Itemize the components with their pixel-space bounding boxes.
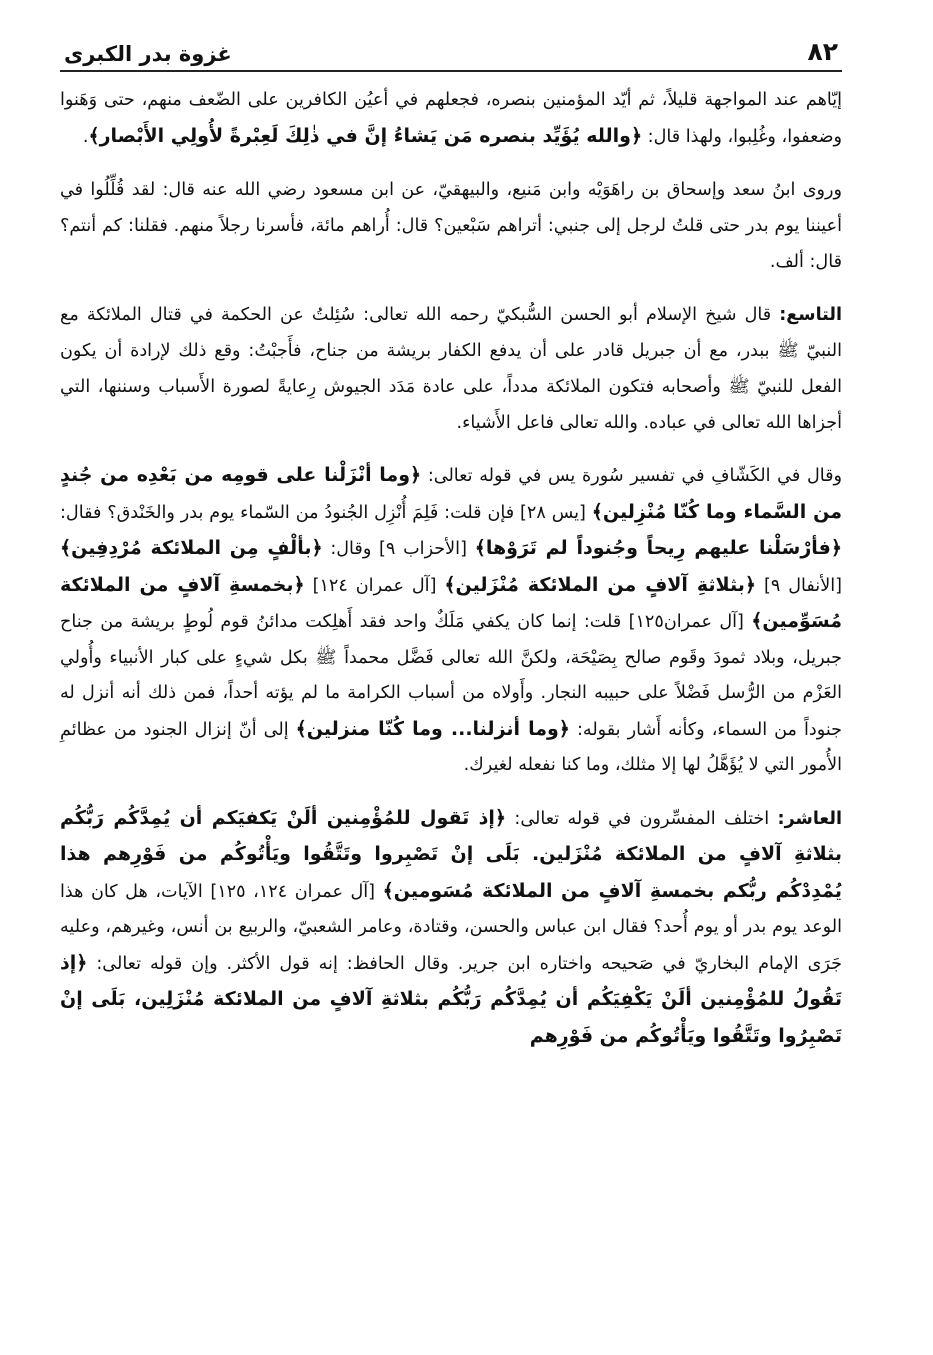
text-run: وقال في الكَشّافِ في تفسير سُورة يس في قوله تعالى:	[421, 466, 843, 486]
text-run: [آل عمران١٢٥] قلت: إنما كان يكفي مَلَكٌ واحد فقد أَهلِكت مدائنُ قوم لُوطٍ بريشة من جناح جبريل، وبلاد ثمودَ وقَوم صالح بِصَيْحَة، ولكنَّ الله تعالى فَضَّل محمداً ﷺ بكل شيءٍ على كبار الأنبياء وأُولي العَزْم من الرُّسل فَضْلاً على حبيبه النجار. وأَولاه من أسباب الكرامة ما لم يؤته أحداً، فمن ذلك أنه أنزل له جنوداً من السماء، وكأنه أَشار بقوله:	[60, 612, 843, 740]
quran-quote: ﴿بألْفٍ مِن الملائكة مُرْدِفِين﴾	[60, 537, 323, 559]
text-run: إيّاهم عند المواجهة قليلاً، ثم أيّد المؤمنين بنصره، فجعلهم في أعيُن الكافرين على الضّعف منهم، حتى وَهَنوا وضعفوا، وغُلِبوا، ولهذا قال:	[60, 90, 842, 147]
text-run: [آل عمران ١٢٤، ١٢٥] الآيات، هل كان هذا الوعد يوم بدر أو يوم أُحد؟ فقال ابن عباس والحسن، وقتادة، وعامر الشعبيّ، والربيع بن أنس، وغيرهم، وعليه جَرَى الإمام البخاريّ في صَحيحه واختاره ابن جرير. وقال الحافظ: إنه قول الأكثر. وإن قوله تعالى:	[60, 881, 842, 974]
text-run: وروى ابنُ سعد وإسحاق بن راهَوَيْه وابن مَنيع، والبيهقيّ، عن ابن مسعود رضي الله عنه قال: لقد قُلِّلُوا في أعيننا يوم بدر حتى قلتُ لرجل إلى جنبي: أتراهم سَبْعين؟ قال: أُراهم مائة، فأسرنا رجلاً منهم. فقلنا: كم أنتم؟ قال: ألف.	[60, 180, 842, 272]
text-run: إلى أنّ إنزال الجنود من عظائمِ الأُمور التي لا يُؤَهَّلُ لها إلا مثلك، وما كنا نفعله لغيرك.	[60, 719, 842, 775]
quran-quote: ﴿والله يُؤَيِّد بنصره مَن يَشاءُ إنَّ في ذٰلِكَ لَعِبْرةً لأُولِي الأَبْصار﴾	[88, 125, 643, 147]
section-lead: التاسع:	[779, 305, 842, 325]
quran-quote: ﴿إذ تَقُولُ للمُؤْمِنين ألَنْ يَكْفِيَكُم أن يُمِدَّكُم رَبُّكُم بثلاثةِ آلافٍ من الملائكة مُنْزَلِين، بَلَى إنْ تَصْبِرُوا وتَتَّقُوا ويَأْتُوكُم من فَوْرِهم	[60, 951, 842, 1047]
text-run: .	[82, 127, 89, 147]
text-run: [الأنفال ٩]	[756, 575, 842, 596]
running-header	[60, 22, 842, 72]
paragraph	[60, 297, 842, 441]
text-run: [آل عمران ١٢٤]	[304, 575, 445, 596]
section-lead: العاشر:	[777, 808, 842, 829]
quran-quote: ﴿فأرْسَلْنا عليهم رِيحاً وجُنوداً لم تَرَوْها﴾	[474, 537, 842, 559]
paragraph	[60, 82, 842, 155]
paragraph	[60, 172, 842, 280]
book-page	[60, 22, 842, 1072]
paragraph	[60, 458, 842, 784]
quran-quote: ﴿بخمسةِ آلافٍ من الملائكة مُسَوِّمين﴾	[60, 573, 842, 632]
text-run: قال شيخ الإسلام أبو الحسن السُّبكيّ رحمه الله تعالى: سُئِلتُ عن الحكمة في قتال الملائكة مع النبيّ ﷺ ببدر، مع أن جبريل قادر على أن يدفع الكفار بريشة من جناح، فأَجبْتُ: وقع ذلك لإرادة أن يكون الفعل للنبيّ ﷺ وأصحابه فتكون الملائكة مدداً، على عادة مَدَد الجيوش رِعايةً لصورة الأَسباب وسننها، التي أجزاها الله تعالى في عباده. والله تعالى فاعل الأَشياء.	[60, 305, 842, 433]
text-run: [يس ٢٨] فإن قلت: فَلِمَ أُنْزِل الجُنودُ من السّماء يوم بدر والخَنْدق؟ فقال:	[60, 502, 592, 523]
quran-quote: ﴿وما أنزلنا... وما كُنّا منزلين﴾	[295, 717, 570, 740]
text-run: [الأحزاب ٩] وقال:	[322, 539, 475, 559]
quran-quote: ﴿بثلاثةِ آلافٍ من الملائكة مُنْزَلين﴾	[444, 573, 757, 596]
chapter-title: غزوة بدر الكبرى	[64, 42, 232, 66]
body-text	[60, 82, 842, 1055]
page-number: ٨٢	[807, 37, 838, 66]
paragraph	[60, 801, 842, 1056]
quran-quote: ﴿إذ تَقول للمُؤْمِنين ألَنْ يَكفيَكم أن يُمِدَّكُم رَبُّكُم بثلاثةِ آلافٍ من الملائكة مُنْزَلين. بَلَى إنْ تَصْبِروا وتَتَّقُوا ويَأْتُوكُم من فَوْرِهم هذا يُمْدِدْكُم ربُّكم بخمسةِ آلافٍ من الملائكة مُسَومين﴾	[60, 806, 842, 902]
text-run: اختلف المفسِّرون في قوله تعالى:	[506, 808, 778, 829]
quran-quote: ﴿وما أنْزَلْنا على قومِه من بَعْدِه من جُندٍ من السَّماء وما كُنّا مُنْزِلين﴾	[60, 464, 842, 523]
